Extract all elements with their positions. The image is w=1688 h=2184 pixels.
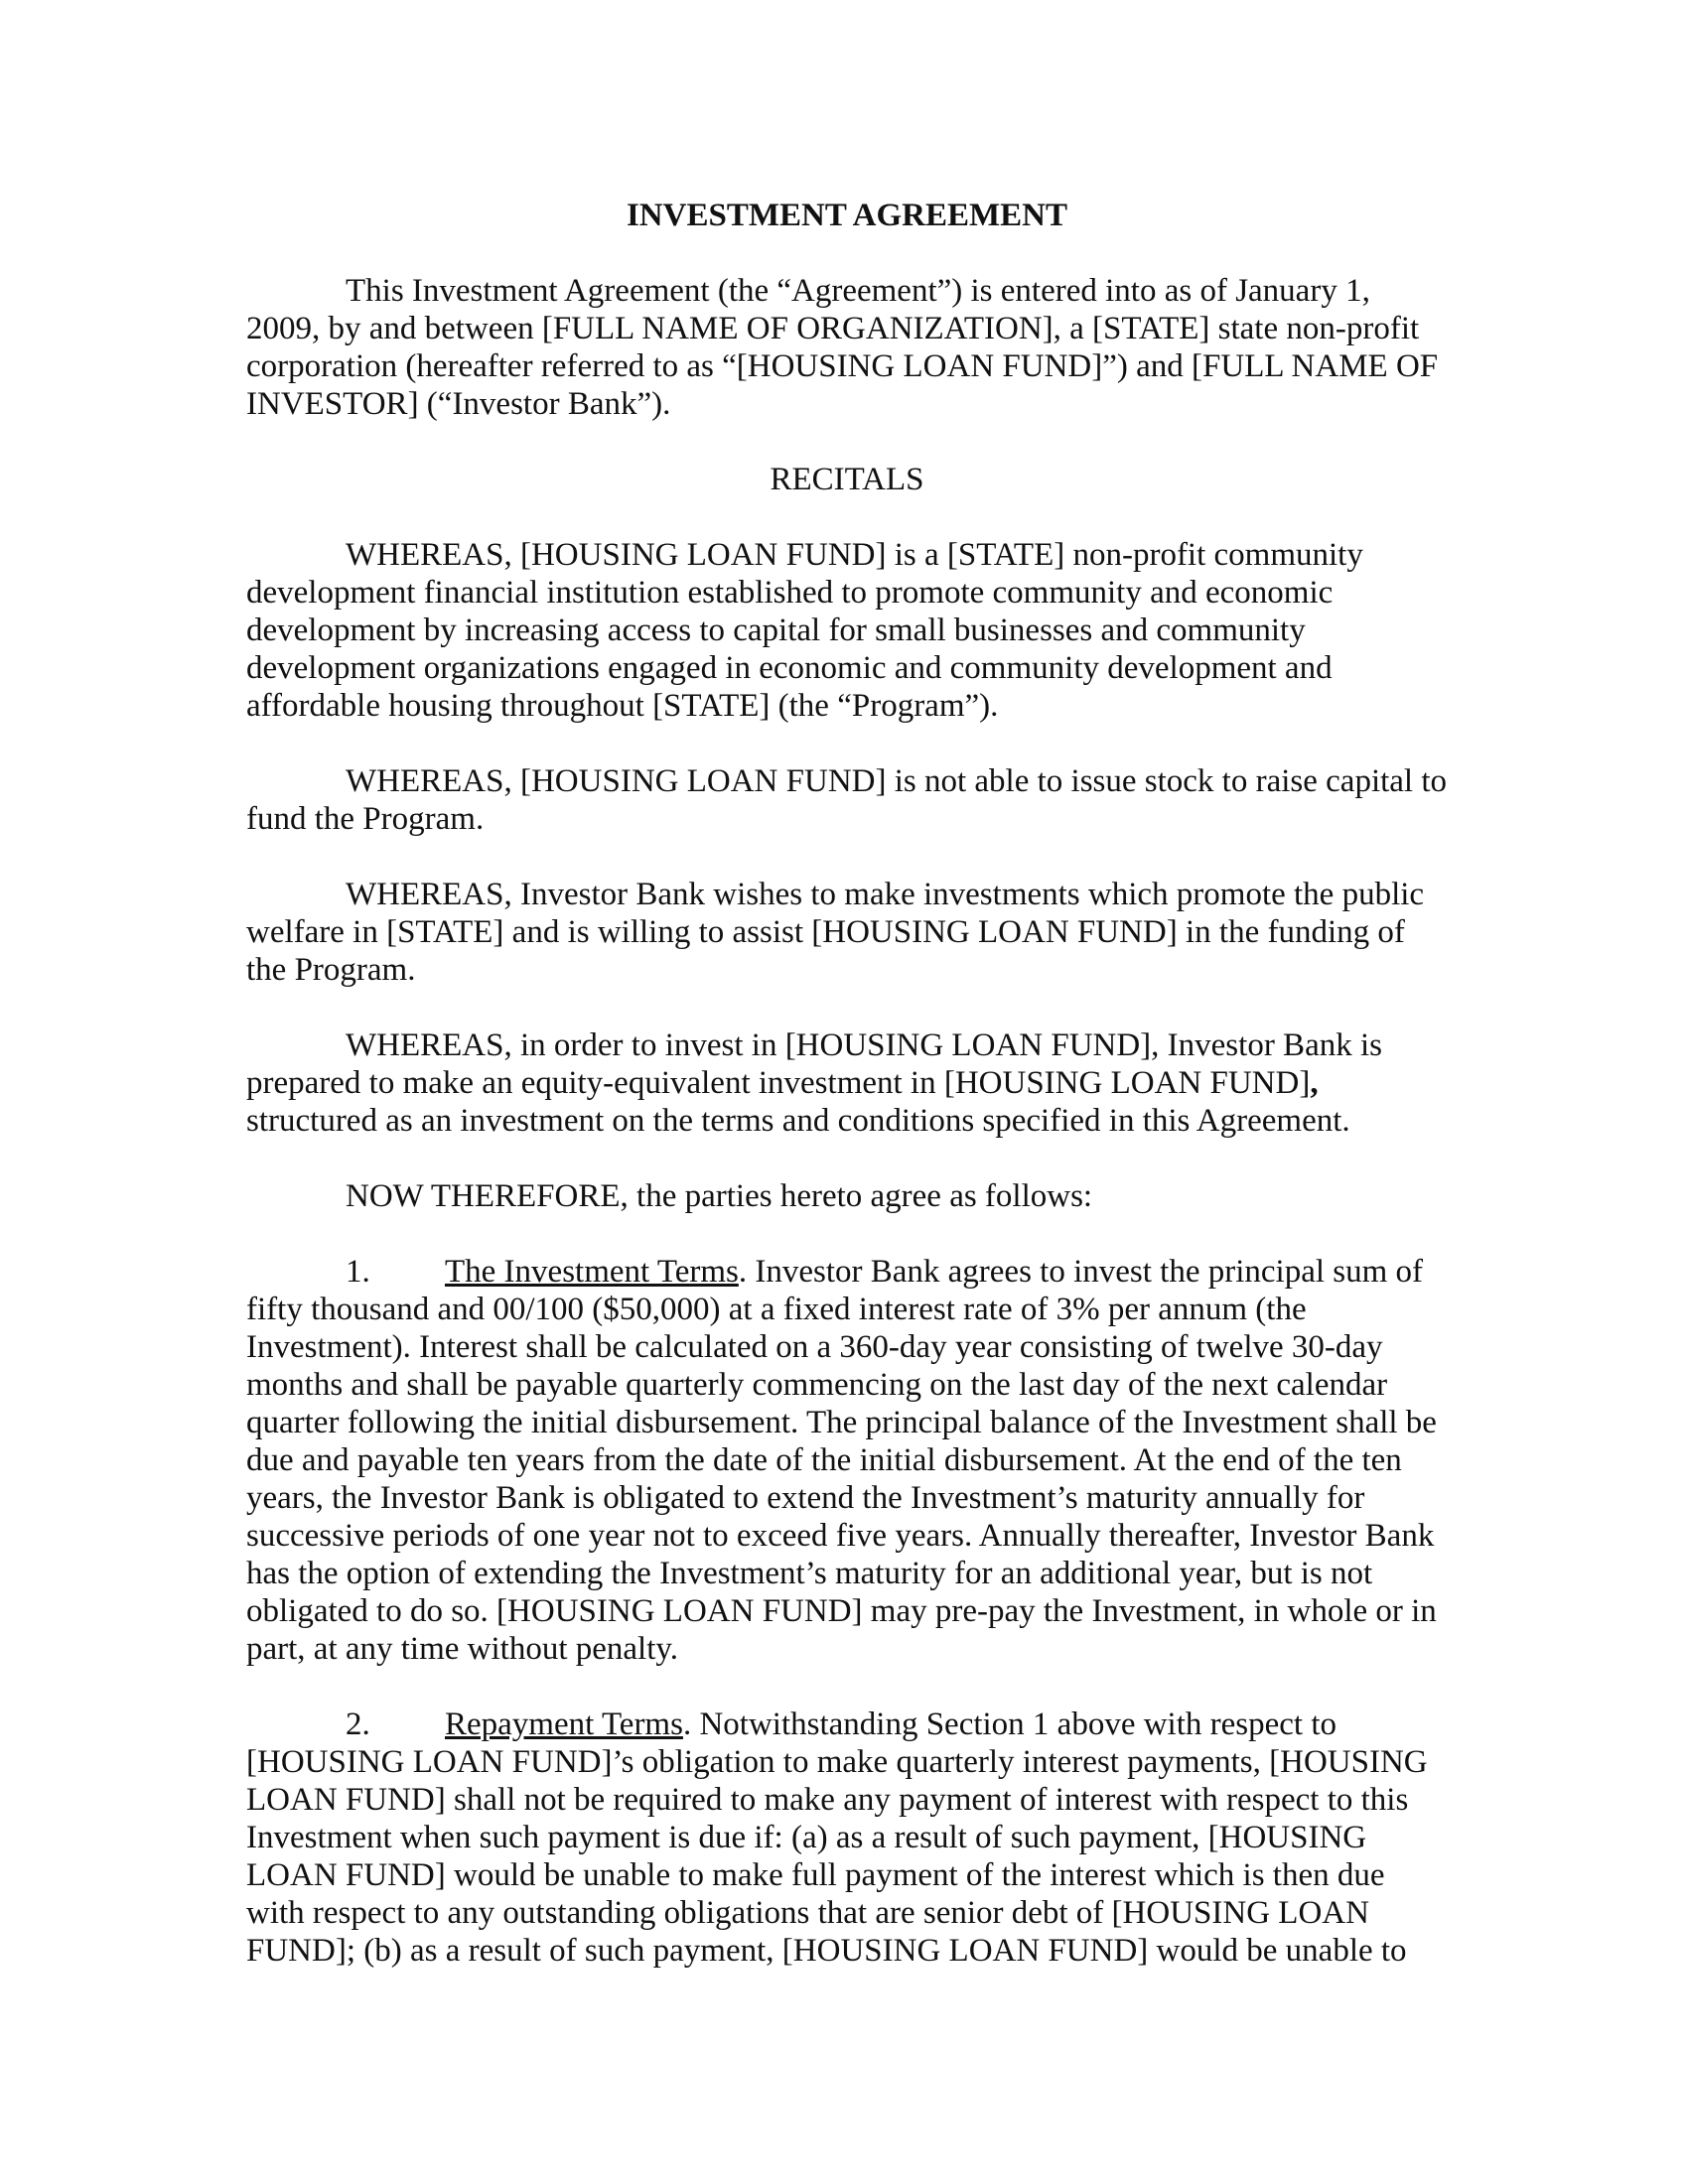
section-2-number: 2. bbox=[346, 1706, 370, 1742]
whereas-4-text-b: structured as an investment on the terms and conditions specified in this Agreement. bbox=[246, 1103, 1350, 1139]
section-2-paragraph bbox=[246, 1706, 1448, 1970]
now-therefore-paragraph: NOW THEREFORE, the parties hereto agree as follows: bbox=[346, 1178, 1093, 1214]
whereas-4-bold-comma: , bbox=[1310, 1065, 1319, 1101]
document-body bbox=[246, 197, 1448, 2007]
whereas-paragraph-1: WHEREAS, [HOUSING LOAN FUND] is a [STATE] non-profit community development financial institution established to promote community and economic development by increasing access to capital for small businesses and community development organizations engaged in economic and community development and affordable housing throughout [STATE] (the “Program”). bbox=[246, 537, 1363, 724]
recitals-heading: RECITALS bbox=[770, 462, 924, 497]
document-title: INVESTMENT AGREEMENT bbox=[626, 198, 1068, 233]
intro-paragraph: This Investment Agreement (the “Agreement”) is entered into as of January 1, 2009, by and between [FULL NAME OF ORGANIZATION], a [STATE] state non-profit corporation (hereafter referred to as “[HOUSING LOAN FUND]”) and [FULL NAME OF INVESTOR] (“Investor Bank”). bbox=[246, 273, 1439, 422]
whereas-4-text-a: WHEREAS, in order to invest in [HOUSING LOAN FUND], Investor Bank is prepared to make an equity-equivalent investment in [HOUSING LOAN FUND] bbox=[246, 1027, 1382, 1101]
section-1-heading: The Investment Terms bbox=[445, 1254, 739, 1290]
whereas-paragraph-4 bbox=[246, 1026, 1448, 1140]
section-1-number: 1. bbox=[346, 1254, 370, 1290]
section-2-heading: Repayment Terms bbox=[445, 1706, 683, 1742]
section-1-paragraph bbox=[246, 1253, 1448, 1668]
whereas-paragraph-3: WHEREAS, Investor Bank wishes to make investments which promote the public welfare in [STATE] and is willing to assist [HOUSING LOAN FUND] in the funding of the Program. bbox=[246, 877, 1425, 988]
section-1-text: . Investor Bank agrees to invest the principal sum of fifty thousand and 00/100 ($50,000) at a fixed interest rate of 3% per annum (the Investment). Interest shall be calculated on a 360-day year consisting of twelve 30-day months and shall be payable quarterly commencing on the last day of the next calendar quarter following the initial disbursement. The principal balance of the Investment shall be due and payable ten years from the date of the initial disbursement. At the end of the ten years, the Investor Bank is obligated to extend the Investment’s maturity annually for successive periods of one year not to exceed five years. Annually thereafter, Investor Bank has the option of extending the Investment’s maturity for an additional year, but is not obligated to do so. [HOUSING LOAN FUND] may pre-pay the Investment, in whole or in part, at any time without penalty. bbox=[246, 1254, 1437, 1667]
whereas-paragraph-2: WHEREAS, [HOUSING LOAN FUND] is not able to issue stock to raise capital to fund the Program. bbox=[246, 763, 1448, 837]
section-2-text: . Notwithstanding Section 1 above with respect to [HOUSING LOAN FUND]’s obligation to make quarterly interest payments, [HOUSING LOAN FUND] shall not be required to make any payment of interest with respect to this Investment when such payment is due if: (a) as a result of such payment, [HOUSING LOAN FUND] would be unable to make full payment of the interest which is then due with respect to any outstanding obligations that are senior debt of [HOUSING LOAN FUND]; (b) as a result of such payment, [HOUSING LOAN FUND] would be unable to bbox=[246, 1706, 1428, 1969]
